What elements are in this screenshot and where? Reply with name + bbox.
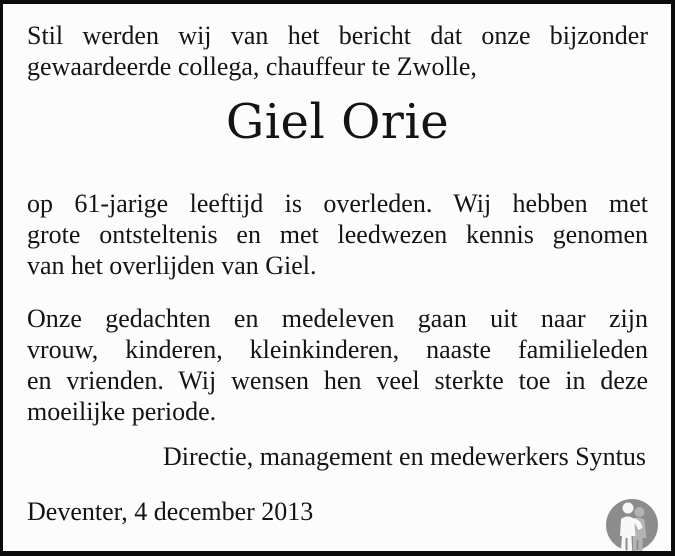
text-line: en vrienden. Wij wensen hen veel sterkte toe in deze <box>27 366 648 395</box>
intro-paragraph <box>27 20 648 82</box>
text-line: moeilijke periode. <box>27 397 217 426</box>
condolence-paragraph <box>27 303 648 427</box>
dateline: Deventer, 4 december 2013 <box>27 497 314 526</box>
text-line: Onze gedachten en medeleven gaan uit naar zijn <box>27 304 648 333</box>
text-line: gewaardeerde collega, chauffeur te Zwolle, <box>27 52 477 81</box>
text-line: grote ontsteltenis en met leedwezen kennis genomen <box>27 220 648 249</box>
memorial-logo-icon <box>605 498 661 556</box>
text-line: Stil werden wij van het bericht dat onze bijzonder <box>27 21 648 50</box>
deceased-name: Giel Orie <box>225 94 450 150</box>
signature-line: Directie, management en medewerkers Syntus <box>163 442 646 471</box>
text-line: van het overlijden van Giel. <box>27 251 317 280</box>
text-line: vrouw, kinderen, kleinkinderen, naaste familieleden <box>27 335 648 364</box>
announcement-paragraph <box>27 188 648 281</box>
text-line: op 61-jarige leeftijd is overleden. Wij hebben met <box>27 189 648 218</box>
